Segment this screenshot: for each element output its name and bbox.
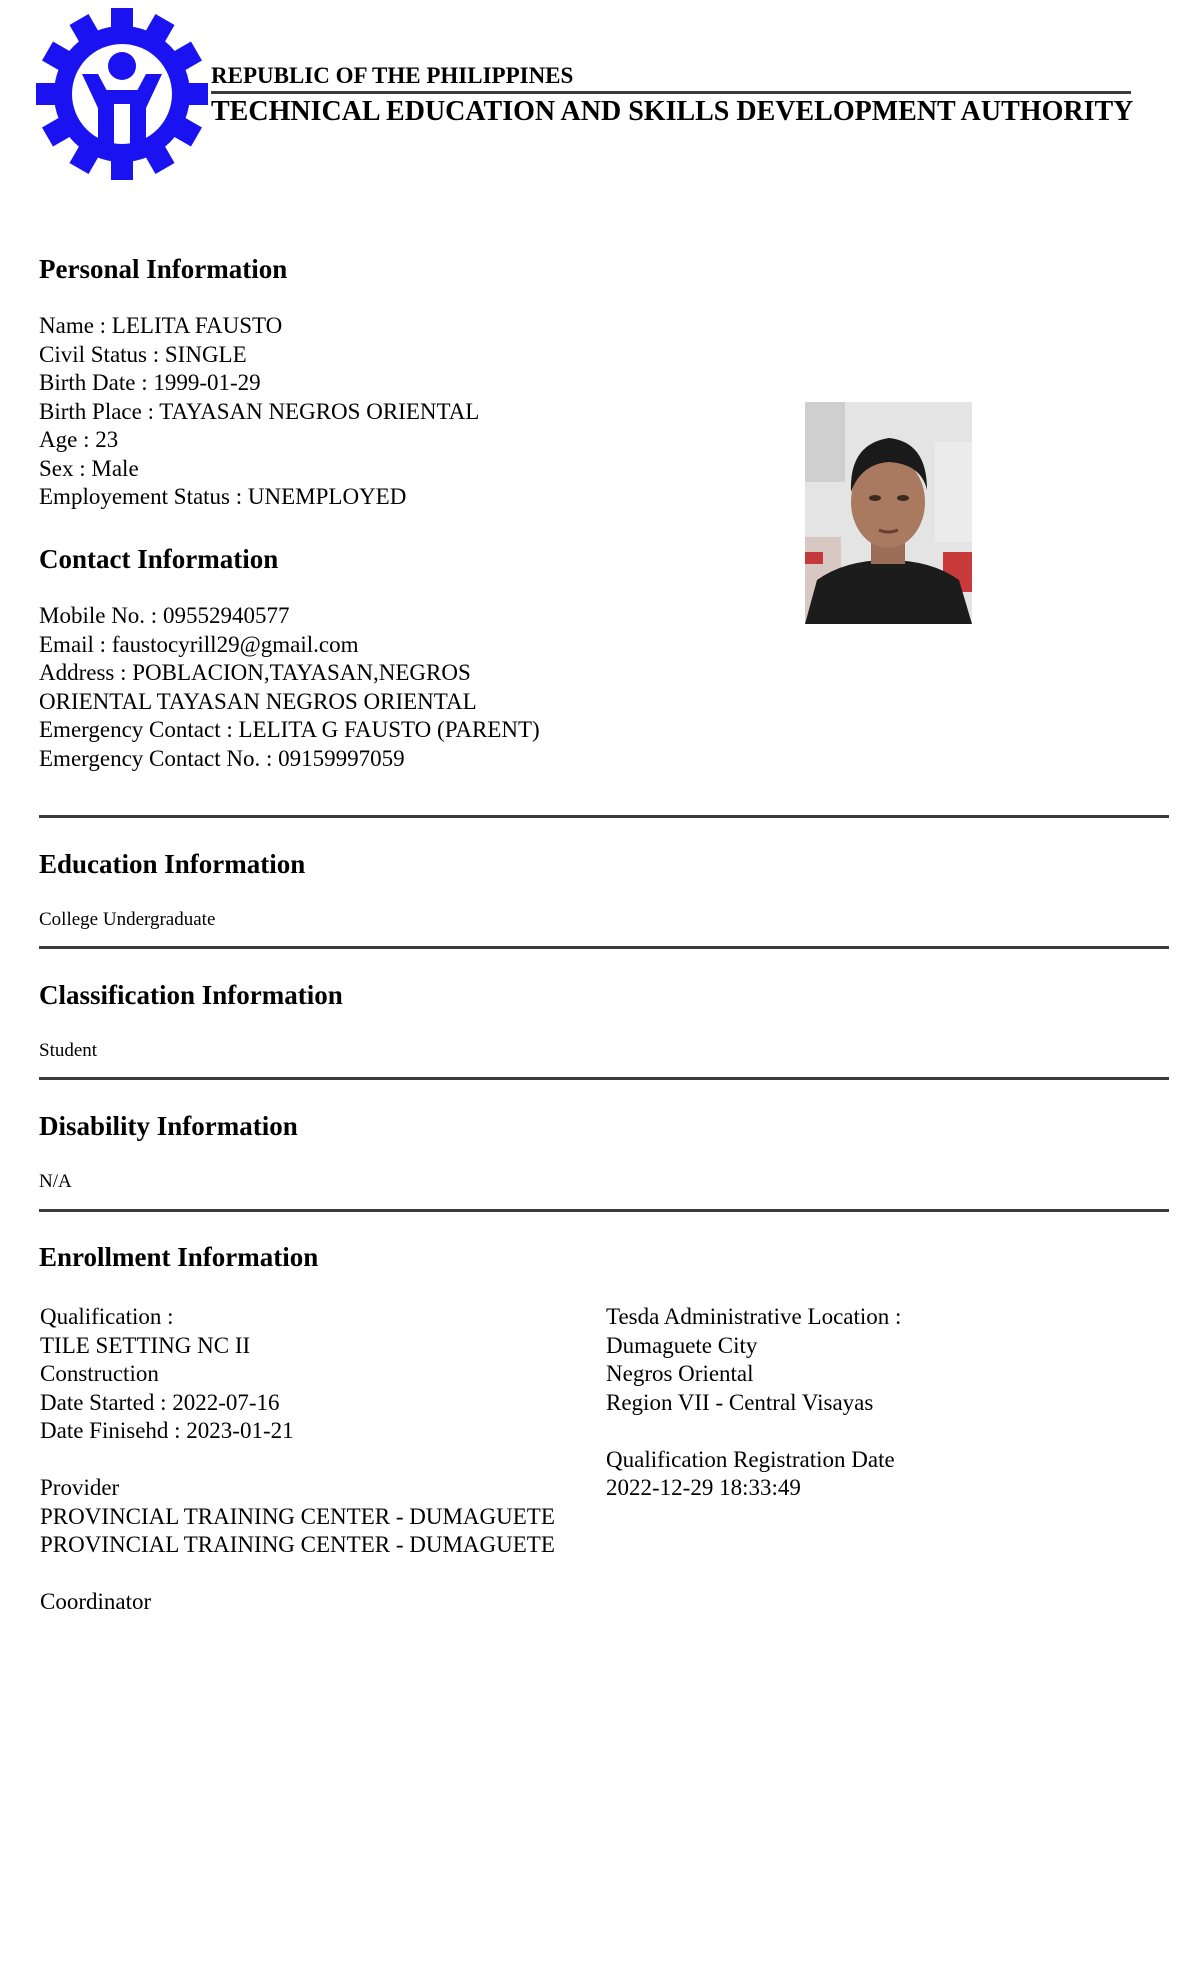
address-field-continued: ORIENTAL TAYASAN NEGROS ORIENTAL	[39, 688, 477, 714]
emergency-contact-field: Emergency Contact : LELITA G FAUSTO (PARENT)	[39, 717, 540, 742]
education-value: College Undergraduate	[39, 909, 216, 930]
republic-heading: REPUBLIC OF THE PHILIPPINES	[211, 63, 574, 88]
section-divider	[39, 1209, 1169, 1212]
id-photo	[805, 402, 972, 624]
location-label: Tesda Administrative Location :	[606, 1304, 902, 1329]
header-divider	[211, 91, 1131, 94]
provider-label: Provider	[40, 1475, 120, 1500]
employment-status-field: Employement Status : UNEMPLOYED	[39, 484, 407, 509]
mobile-field: Mobile No. : 09552940577	[39, 603, 290, 628]
registration-date-value: 2022-12-29 18:33:49	[606, 1475, 801, 1500]
tesda-logo-icon	[36, 8, 208, 180]
civil-status-field: Civil Status : SINGLE	[39, 341, 247, 367]
personal-info-details	[39, 312, 479, 512]
contact-info-details	[39, 602, 540, 773]
enrollment-left-column	[40, 1303, 555, 1617]
age-field: Age : 23	[39, 427, 119, 452]
registration-date-label: Qualification Registration Date	[606, 1446, 895, 1472]
birth-date-field: Birth Date : 1999-01-29	[39, 370, 261, 395]
spacer	[40, 1446, 555, 1475]
birth-place-field: Birth Place : TAYASAN NEGROS ORIENTAL	[39, 398, 480, 424]
sector-value: Construction	[40, 1361, 159, 1386]
spacer	[40, 1560, 555, 1589]
emergency-contact-no-field: Emergency Contact No. : 09159997059	[39, 745, 405, 771]
contact-info-heading: Contact Information	[39, 544, 279, 574]
classification-info-heading: Classification Information	[39, 980, 343, 1010]
agency-heading: TECHNICAL EDUCATION AND SKILLS DEVELOPMENT AUTHORITY	[211, 96, 1134, 127]
location-region: Region VII - Central Visayas	[606, 1389, 874, 1415]
address-field: Address : POBLACION,TAYASAN,NEGROS	[39, 660, 471, 685]
personal-info-heading: Personal Information	[39, 254, 288, 284]
qualification-value: TILE SETTING NC II	[40, 1332, 251, 1358]
enrollment-right-column	[606, 1303, 901, 1503]
disability-info-heading: Disability Information	[39, 1111, 298, 1141]
location-province: Negros Oriental	[606, 1361, 754, 1386]
location-city: Dumaguete City	[606, 1332, 758, 1358]
section-divider	[39, 946, 1169, 949]
provider-value: PROVINCIAL TRAINING CENTER - DUMAGUETE	[40, 1503, 555, 1529]
coordinator-label: Coordinator	[40, 1589, 152, 1614]
disability-value: N/A	[39, 1171, 72, 1192]
name-field: Name : LELITA FAUSTO	[39, 313, 283, 338]
date-finished-field: Date Finisehd : 2023-01-21	[40, 1418, 294, 1443]
date-started-field: Date Started : 2022-07-16	[40, 1389, 280, 1415]
email-field: Email : faustocyrill29@gmail.com	[39, 631, 359, 657]
spacer	[606, 1417, 901, 1446]
section-divider	[39, 815, 1169, 818]
qualification-label: Qualification :	[40, 1304, 174, 1329]
enrollment-info-heading: Enrollment Information	[39, 1242, 319, 1272]
sex-field: Sex : Male	[39, 455, 139, 481]
classification-value: Student	[39, 1040, 98, 1061]
section-divider	[39, 1077, 1169, 1080]
provider-value: PROVINCIAL TRAINING CENTER - DUMAGUETE	[40, 1532, 555, 1557]
education-info-heading: Education Information	[39, 849, 306, 879]
